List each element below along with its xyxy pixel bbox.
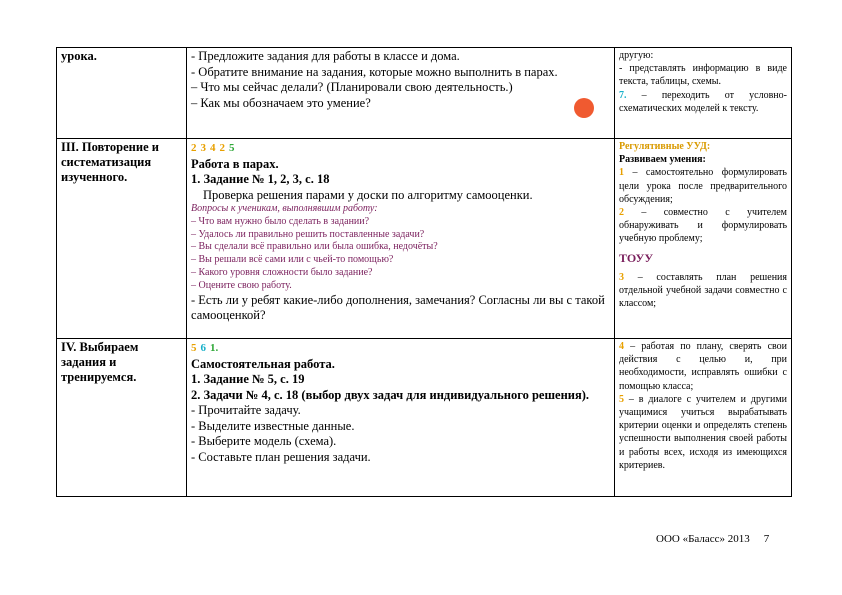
stage-cell xyxy=(57,139,187,339)
instruction-item: - Выделите известные данные. xyxy=(191,418,355,433)
page-number: 7 xyxy=(763,533,770,545)
task-description: Проверка решения парами у доски по алгоритму самооценки. xyxy=(203,187,533,202)
table-row xyxy=(57,339,792,497)
uud-text xyxy=(619,271,787,311)
uud-number: 4 xyxy=(619,341,624,352)
task-line: 2. Задачи № 4, с. 18 (выбор двух задач для индивидуального решения). xyxy=(191,387,590,402)
uud-number: 5 xyxy=(619,393,624,405)
stage-cell xyxy=(57,48,187,139)
question-item: – Какого уровня сложности было задание? xyxy=(191,266,373,278)
section-title: Работа в парах. xyxy=(191,156,279,171)
uud-text xyxy=(619,393,787,472)
task-number: 3 xyxy=(200,142,206,154)
instruction-item: - Прочитайте задачу. xyxy=(191,403,301,417)
question-item: – Удалось ли правильно решить поставленные задачи? xyxy=(191,228,425,240)
uud-text: – составлять план решения отдельной учебной задачи совместно с классом; xyxy=(619,271,787,310)
publisher-label: ООО «Баласс» 2013 xyxy=(656,533,750,545)
stage-label: IV. Выбираем задания и тренируемся. xyxy=(61,340,139,384)
instruction-item: - Составьте план решения задачи. xyxy=(191,449,371,464)
uud-cell xyxy=(615,139,792,339)
stage-label: III. Повторение и систематизация изученного. xyxy=(61,140,159,184)
uud-text xyxy=(619,340,787,393)
lesson-plan-table xyxy=(56,47,792,497)
uud-title: Регулятивные УУД: xyxy=(619,141,711,152)
question-item: – Оцените свою работу. xyxy=(191,279,292,291)
uud-text: другую: xyxy=(619,50,654,61)
stage-cell xyxy=(57,339,187,497)
uud-text xyxy=(619,89,787,115)
red-circle-marker xyxy=(574,98,594,118)
questions-block xyxy=(191,203,610,293)
task-numbers xyxy=(191,340,610,357)
uud-subtitle: Развиваем умения: xyxy=(619,154,706,166)
uud-text: - представлять информацию в виде текста, таблицы, схемы. xyxy=(619,63,787,88)
stage-label: урока. xyxy=(61,49,97,63)
content-line: – Что мы сейчас делали? (Планировали свою деятельность.) xyxy=(191,80,513,94)
section-title: Самостоятельная работа. xyxy=(191,356,335,371)
uud-number: 1 xyxy=(619,167,624,179)
uud-text: – переходить от условно-схематических моделей к тексту. xyxy=(619,89,787,114)
instruction-item: - Выберите модель (схема). xyxy=(191,434,337,448)
question-item: – Вы сделали всё правильно или была ошибка, недочёты? xyxy=(191,241,438,253)
page-footer xyxy=(656,533,769,545)
uud-text: – работая по плану, сверять свои действия с целью и, при необходимости, исправлять ошибки с помощью класса; xyxy=(619,341,788,392)
task-number: 2 xyxy=(219,142,225,154)
question-item: – Что вам нужно было сделать в задании? xyxy=(191,215,370,227)
task-number: 6 xyxy=(200,342,206,354)
uud-number: 7. xyxy=(619,89,627,101)
closing-question: - Есть ли у ребят какие-либо дополнения, замечания? Согласны ли вы с такой самооценкой? xyxy=(191,292,605,323)
task-number: 4 xyxy=(210,142,216,154)
uud-text: – самостоятельно формулировать цели урока после предварительного обсуждения; xyxy=(619,167,787,205)
uud-cell xyxy=(615,339,792,497)
task-line: 1. Задание № 1, 2, 3, с. 18 xyxy=(191,172,330,186)
task-number: 5 xyxy=(229,142,235,154)
uud-text xyxy=(619,166,787,206)
task-number: 1. xyxy=(210,342,219,354)
uud-text: – совместно с учителем обнаруживать и формулировать учебную проблему; xyxy=(619,207,787,245)
content-cell xyxy=(187,339,615,497)
task-line: 1. Задание № 5, с. 19 xyxy=(191,372,305,386)
uud-text xyxy=(619,206,787,246)
content-cell xyxy=(187,48,615,139)
touu-heading: ТОУУ xyxy=(619,250,654,265)
uud-number: 3 xyxy=(619,271,624,283)
task-number: 2 xyxy=(191,142,197,154)
content-line: – Как мы обозначаем это умение? xyxy=(191,95,371,110)
content-line: - Обратите внимание на задания, которые можно выполнить в парах. xyxy=(191,64,558,79)
content-line: - Предложите задания для работы в классе и дома. xyxy=(191,49,460,63)
task-numbers xyxy=(191,140,610,157)
uud-text: – в диалоге с учителем и другими учащимися учиться вырабатывать критерии оценки и определять степень успешности выполнения своей работы и работы всех, исходя из имеющихся критериев. xyxy=(619,393,787,471)
uud-cell xyxy=(615,48,792,139)
questions-heading: Вопросы к ученикам, выполнявшим работу: xyxy=(191,203,378,214)
question-item: – Вы решали всё сами или с чьей-то помощью? xyxy=(191,254,394,266)
table-row xyxy=(57,48,792,139)
uud-number: 2 xyxy=(619,207,624,219)
task-number: 5 xyxy=(191,342,197,354)
content-cell xyxy=(187,139,615,339)
table-row xyxy=(57,139,792,339)
